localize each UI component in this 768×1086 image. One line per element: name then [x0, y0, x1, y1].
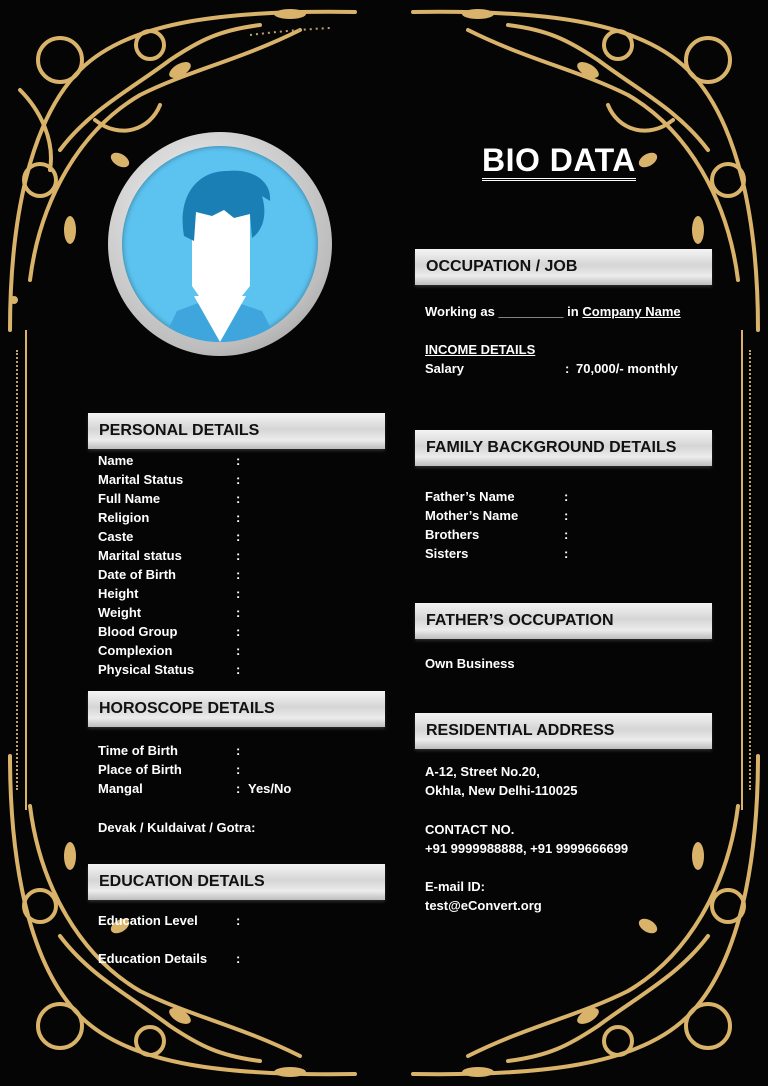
working-as-label: Working as	[425, 304, 495, 319]
field-colon: :	[236, 605, 241, 620]
salary-value: 70,000/- monthly	[576, 361, 678, 376]
field-label: Mother’s Name	[425, 508, 519, 523]
education-details-header: EDUCATION DETAILS	[88, 864, 385, 900]
field-label: Caste	[98, 529, 134, 544]
field-colon: :	[236, 643, 241, 658]
field-colon: :	[564, 489, 569, 504]
field-label: Time of Birth	[98, 743, 178, 758]
field-label: Blood Group	[98, 624, 178, 639]
residential-address-header: RESIDENTIAL ADDRESS	[415, 713, 712, 749]
field-label: Complexion	[98, 643, 173, 658]
left-border-dots	[16, 350, 18, 790]
field-colon: :	[236, 586, 241, 601]
field-label: Education Level	[98, 913, 198, 928]
field-label: Religion	[98, 510, 150, 525]
field-label: Physical Status	[98, 662, 195, 677]
in-label: in	[567, 304, 579, 319]
field-label: Sisters	[425, 546, 469, 561]
right-border-dots	[749, 350, 751, 790]
income-details-heading: INCOME DETAILS	[425, 342, 536, 357]
field-colon: :	[236, 548, 241, 563]
contact-label: CONTACT NO.	[425, 822, 515, 837]
email-value: test@eConvert.org	[425, 898, 542, 913]
right-border-line	[741, 330, 743, 810]
field-label: Father’s Name	[425, 489, 515, 504]
left-border-line	[25, 330, 27, 810]
field-label: Marital Status	[98, 472, 184, 487]
address-line-2: Okhla, New Delhi-110025	[425, 783, 578, 798]
page-title: BIO DATA	[482, 143, 636, 181]
field-label: Brothers	[425, 527, 480, 542]
field-colon: :	[236, 913, 241, 928]
user-silhouette-icon	[122, 146, 318, 342]
field-label: Name	[98, 453, 134, 468]
field-colon: :	[564, 527, 569, 542]
avatar[interactable]	[108, 132, 332, 356]
field-colon: :	[236, 529, 241, 544]
horoscope-details-header: HOROSCOPE DETAILS	[88, 691, 385, 727]
field-colon: :	[236, 453, 241, 468]
address-line-1: A-12, Street No.20,	[425, 764, 540, 779]
field-colon: :	[236, 510, 241, 525]
fathers-occupation-header: FATHER’S OCCUPATION	[415, 603, 712, 639]
occupation-header: OCCUPATION / JOB	[415, 249, 712, 285]
field-colon: :	[236, 662, 241, 677]
field-colon: :	[236, 567, 241, 582]
field-label: Marital status	[98, 548, 182, 563]
email-label: E-mail ID:	[425, 879, 485, 894]
field-label: Full Name	[98, 491, 161, 506]
field-label: Place of Birth	[98, 762, 182, 777]
field-colon: :	[236, 762, 241, 777]
fathers-occupation-value: Own Business	[425, 656, 515, 671]
working-as-blank: _________	[498, 304, 564, 319]
field-label: Weight	[98, 605, 142, 620]
field-colon: :	[236, 781, 241, 796]
mangal-value: Yes/No	[248, 781, 292, 796]
field-label: Mangal	[98, 781, 143, 796]
field-colon: :	[236, 491, 241, 506]
field-label: Height	[98, 586, 139, 601]
working-as-line	[425, 302, 681, 321]
field-colon: :	[236, 951, 241, 966]
salary-label: Salary	[425, 361, 465, 376]
field-colon: :	[236, 472, 241, 487]
avatar-photo-area	[122, 146, 318, 342]
field-label: Date of Birth	[98, 567, 176, 582]
family-background-header: FAMILY BACKGROUND DETAILS	[415, 430, 712, 466]
contact-value: +91 9999988888, +91 9999666699	[425, 841, 629, 856]
field-label: Education Details	[98, 951, 208, 966]
company-name: Company Name	[582, 304, 681, 319]
field-colon: :	[564, 546, 569, 561]
field-colon: :	[236, 743, 241, 758]
field-colon: :	[565, 361, 570, 376]
personal-details-header: PERSONAL DETAILS	[88, 413, 385, 449]
field-colon: :	[236, 624, 241, 639]
gotra-label: Devak / Kuldaivat / Gotra:	[98, 820, 256, 835]
field-colon: :	[564, 508, 569, 523]
